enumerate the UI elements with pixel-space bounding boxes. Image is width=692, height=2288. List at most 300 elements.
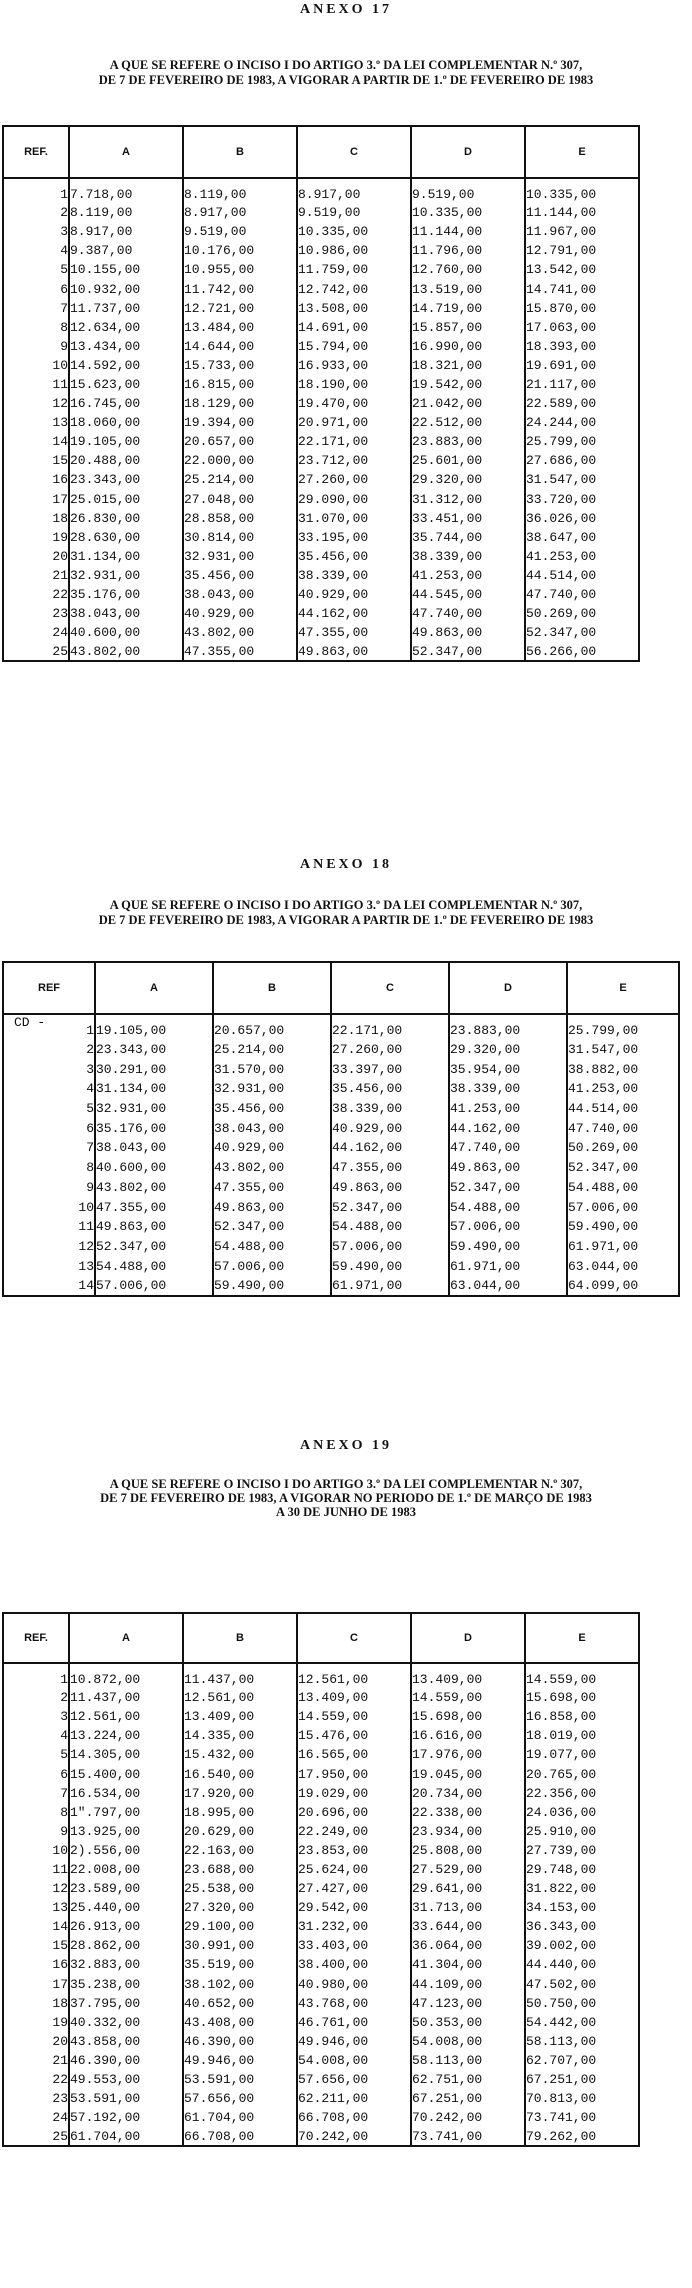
table-row [3, 490, 639, 509]
value-cell: 16.540,00 [183, 1764, 297, 1783]
value-cell: 15.733,00 [183, 356, 297, 375]
table-row [3, 178, 639, 203]
value-cell: 30.291,00 [95, 1059, 213, 1079]
value-cell: 40.929,00 [183, 604, 297, 623]
ref-number: 16 [52, 1957, 68, 1973]
ref-cell [3, 1237, 95, 1257]
value-cell: 12.561,00 [297, 1663, 411, 1688]
table-row [3, 2127, 639, 2146]
value-cell: 54.488,00 [213, 1237, 331, 1257]
ref-cell [3, 1955, 69, 1974]
value-cell: 23.853,00 [297, 1841, 411, 1860]
value-cell: 29.320,00 [449, 1040, 567, 1060]
value-cell: 40.929,00 [297, 585, 411, 604]
ref-number: 10 [78, 1199, 94, 1215]
value-cell: 31.547,00 [567, 1040, 679, 1060]
table-row [3, 222, 639, 241]
table-row [3, 623, 639, 642]
value-cell: 39.002,00 [525, 1936, 639, 1955]
value-cell: 12.721,00 [183, 299, 297, 318]
column-header: D [449, 962, 567, 1014]
value-cell: 27.260,00 [297, 470, 411, 489]
value-cell: 22.008,00 [69, 1860, 183, 1879]
value-cell: 61.971,00 [567, 1237, 679, 1257]
value-cell: 27.529,00 [411, 1860, 525, 1879]
ref-cell [3, 1079, 95, 1099]
value-cell: 21.042,00 [411, 394, 525, 413]
ref-cell [3, 1745, 69, 1764]
value-cell: 10.335,00 [411, 203, 525, 222]
value-cell: 44.514,00 [567, 1099, 679, 1119]
value-cell: 18.060,00 [69, 413, 183, 432]
value-cell: 59.490,00 [331, 1256, 449, 1276]
value-cell: 40.600,00 [69, 623, 183, 642]
ref-cell [3, 1975, 69, 1994]
value-cell: 46.390,00 [69, 2051, 183, 2070]
value-cell: 22.171,00 [331, 1014, 449, 1040]
value-cell: 35.238,00 [69, 1975, 183, 1994]
anexo-19-subtitle-line1: A QUE SE REFERE O INCISO I DO ARTIGO 3.º DA LEI COMPLEMENTAR N.º 307, [109, 1477, 583, 1491]
value-cell: 54.488,00 [449, 1197, 567, 1217]
value-cell: 9.519,00 [297, 203, 411, 222]
ref-number: 3 [60, 224, 68, 240]
value-cell: 29.641,00 [411, 1879, 525, 1898]
ref-number: 12 [52, 1881, 68, 1897]
column-header: C [331, 962, 449, 1014]
ref-number: 8 [60, 1804, 68, 1820]
ref-number: 9 [60, 338, 68, 354]
table-row [3, 1936, 639, 1955]
value-cell: 8.119,00 [69, 203, 183, 222]
value-cell: 31.822,00 [525, 1879, 639, 1898]
value-cell: 59.490,00 [567, 1217, 679, 1237]
value-cell: 27.427,00 [297, 1879, 411, 1898]
value-cell: 47.740,00 [567, 1118, 679, 1138]
value-cell: 7.718,00 [69, 178, 183, 203]
ref-number: 3 [60, 1709, 68, 1725]
value-cell: 31.134,00 [69, 547, 183, 566]
value-cell: 21.117,00 [525, 375, 639, 394]
value-cell: 32.931,00 [95, 1099, 213, 1119]
table-row [3, 1256, 679, 1276]
ref-cell [3, 279, 69, 298]
ref-number: 17 [52, 491, 68, 507]
value-cell: 22.249,00 [297, 1822, 411, 1841]
table-row [3, 1726, 639, 1745]
anexo-18-subtitle-line2: DE 7 DE FEVEREIRO DE 1983, A VIGORAR A PARTIR DE 1.º DE FEVEREIRO DE 1983 [98, 913, 594, 927]
table-row [3, 1059, 679, 1079]
value-cell: 56.266,00 [525, 642, 639, 661]
ref-number: 7 [86, 1140, 94, 1156]
value-cell: 35.456,00 [331, 1079, 449, 1099]
value-cell: 70.813,00 [525, 2089, 639, 2108]
value-cell: 31.232,00 [297, 1917, 411, 1936]
anexo-18-title: ANEXO 18 [299, 857, 393, 872]
ref-number: 22 [52, 587, 68, 603]
value-cell: 11.144,00 [525, 203, 639, 222]
value-cell: 34.153,00 [525, 1898, 639, 1917]
ref-number: 2 [60, 1690, 68, 1706]
ref-cell [3, 1994, 69, 2013]
value-cell: 47.355,00 [331, 1158, 449, 1178]
value-cell: 10.932,00 [69, 279, 183, 298]
value-cell: 73.741,00 [411, 2127, 525, 2146]
ref-number: 14 [52, 1919, 68, 1935]
value-cell: 8.917,00 [183, 203, 297, 222]
value-cell: 35.456,00 [183, 566, 297, 585]
value-cell: 15.698,00 [411, 1707, 525, 1726]
value-cell: 15.870,00 [525, 299, 639, 318]
value-cell: 10.872,00 [69, 1663, 183, 1688]
ref-number: 24 [52, 2110, 68, 2126]
column-header: C [297, 1613, 411, 1663]
value-cell: 36.064,00 [411, 1936, 525, 1955]
ref-cell [3, 547, 69, 566]
value-cell: 38.882,00 [567, 1059, 679, 1079]
anexo-18-table [2, 961, 680, 1297]
ref-number: 8 [60, 319, 68, 335]
ref-number: 2 [86, 1042, 94, 1058]
ref-cell [3, 470, 69, 489]
value-cell: 14.644,00 [183, 337, 297, 356]
value-cell: 70.242,00 [297, 2127, 411, 2146]
table-row [3, 642, 639, 661]
value-cell: 23.688,00 [183, 1860, 297, 1879]
value-cell: 53.591,00 [69, 2089, 183, 2108]
value-cell: 50.269,00 [567, 1138, 679, 1158]
ref-cell [3, 356, 69, 375]
column-header: A [95, 962, 213, 1014]
value-cell: 25.624,00 [297, 1860, 411, 1879]
value-cell: 11.437,00 [183, 1663, 297, 1688]
value-cell: 47.355,00 [213, 1178, 331, 1198]
value-cell: 33.644,00 [411, 1917, 525, 1936]
value-cell: 23.343,00 [95, 1040, 213, 1060]
value-cell: 13.484,00 [183, 318, 297, 337]
value-cell: 40.600,00 [95, 1158, 213, 1178]
ref-cell [3, 299, 69, 318]
ref-number: 14 [78, 1277, 94, 1293]
value-cell: 44.545,00 [411, 585, 525, 604]
value-cell: 22.512,00 [411, 413, 525, 432]
value-cell: 29.090,00 [297, 490, 411, 509]
value-cell: 61.704,00 [183, 2108, 297, 2127]
column-header: E [525, 1613, 639, 1663]
value-cell: 54.488,00 [95, 1256, 213, 1276]
value-cell: 40.652,00 [183, 1994, 297, 2013]
table-row [3, 1217, 679, 1237]
ref-cell [3, 1898, 69, 1917]
ref-cell [3, 1860, 69, 1879]
table-row [3, 1841, 639, 1860]
value-cell: 73.741,00 [525, 2108, 639, 2127]
value-cell: 13.409,00 [411, 1663, 525, 1688]
column-header: A [69, 126, 183, 178]
anexo-17-title: ANEXO 17 [299, 2, 393, 17]
ref-cell [3, 604, 69, 623]
value-cell: 49.946,00 [183, 2051, 297, 2070]
ref-cell [3, 413, 69, 432]
value-cell: 38.400,00 [297, 1955, 411, 1974]
value-cell: 47.740,00 [525, 585, 639, 604]
ref-number: 1 [60, 1671, 68, 1687]
ref-number: 3 [86, 1061, 94, 1077]
value-cell: 22.338,00 [411, 1803, 525, 1822]
ref-number: 1 [86, 1022, 94, 1038]
table-row [3, 1784, 639, 1803]
value-cell: 67.251,00 [411, 2089, 525, 2108]
value-cell: 13.925,00 [69, 1822, 183, 1841]
ref-number: 7 [60, 300, 68, 316]
table-header-row [3, 962, 679, 1014]
table-header-row [3, 126, 639, 178]
table-row [3, 566, 639, 585]
value-cell: 15.476,00 [297, 1726, 411, 1745]
value-cell: 64.099,00 [567, 1276, 679, 1296]
value-cell: 15.432,00 [183, 1745, 297, 1764]
ref-cell [3, 260, 69, 279]
value-cell: 47.355,00 [95, 1197, 213, 1217]
ref-cell [3, 1822, 69, 1841]
table-row [3, 1079, 679, 1099]
ref-number: 25 [52, 643, 68, 659]
value-cell: 15.794,00 [297, 337, 411, 356]
anexo-17-subtitle-line2: DE 7 DE FEVEREIRO DE 1983, A VIGORAR A PARTIR DE 1.º DE FEVEREIRO DE 1983 [98, 73, 594, 87]
table-row [3, 394, 639, 413]
value-cell: 40.980,00 [297, 1975, 411, 1994]
value-cell: 19.105,00 [69, 432, 183, 451]
value-cell: 14.741,00 [525, 279, 639, 298]
value-cell: 31.547,00 [525, 470, 639, 489]
value-cell: 52.347,00 [525, 623, 639, 642]
value-cell: 25.214,00 [183, 470, 297, 489]
value-cell: 58.113,00 [411, 2051, 525, 2070]
value-cell: 35.744,00 [411, 528, 525, 547]
column-header: B [183, 1613, 297, 1663]
value-cell: 27.260,00 [331, 1040, 449, 1060]
value-cell: 11.437,00 [69, 1688, 183, 1707]
value-cell: 17.950,00 [297, 1764, 411, 1783]
ref-cell [3, 203, 69, 222]
ref-number: 23 [52, 2091, 68, 2107]
value-cell: 41.253,00 [411, 566, 525, 585]
ref-number: 8 [86, 1160, 94, 1176]
anexo-19-subtitle-line2: DE 7 DE FEVEREIRO DE 1983, A VIGORAR NO PERIODO DE 1.º DE MARÇO DE 1983 [100, 1491, 592, 1505]
ref-cell [3, 1178, 95, 1198]
value-cell: 11.759,00 [297, 260, 411, 279]
ref-number: 17 [52, 1976, 68, 1992]
value-cell: 50.353,00 [411, 2013, 525, 2032]
value-cell: 62.751,00 [411, 2070, 525, 2089]
value-cell: 25.799,00 [525, 432, 639, 451]
value-cell: 57.006,00 [213, 1256, 331, 1276]
value-cell: 23.883,00 [449, 1014, 567, 1040]
value-cell: 11.737,00 [69, 299, 183, 318]
value-cell: 28.862,00 [69, 1936, 183, 1955]
ref-cell [3, 1663, 69, 1688]
ref-number: 19 [52, 2014, 68, 2030]
value-cell: 38.647,00 [525, 528, 639, 547]
table-row [3, 451, 639, 470]
ref-cell [3, 1917, 69, 1936]
value-cell: 47.740,00 [411, 604, 525, 623]
table-header-row [3, 1613, 639, 1663]
value-cell: 27.686,00 [525, 451, 639, 470]
table-row [3, 1879, 639, 1898]
table-row [3, 1803, 639, 1822]
value-cell: 40.929,00 [331, 1118, 449, 1138]
ref-number: 5 [86, 1101, 94, 1117]
value-cell: 61.971,00 [449, 1256, 567, 1276]
value-cell: 52.347,00 [567, 1158, 679, 1178]
value-cell: 10.155,00 [69, 260, 183, 279]
value-cell: 9.519,00 [411, 178, 525, 203]
value-cell: 50.750,00 [525, 1994, 639, 2013]
ref-number: 25 [52, 2128, 68, 2144]
value-cell: 38.339,00 [411, 547, 525, 566]
table-row [3, 1178, 679, 1198]
value-cell: 17.976,00 [411, 1745, 525, 1764]
table-row [3, 2070, 639, 2089]
value-cell: 24.036,00 [525, 1803, 639, 1822]
value-cell: 31.570,00 [213, 1059, 331, 1079]
value-cell: 13.224,00 [69, 1726, 183, 1745]
ref-number: 19 [52, 529, 68, 545]
ref-number: 6 [60, 281, 68, 297]
value-cell: 79.262,00 [525, 2127, 639, 2146]
ref-number: 11 [52, 376, 68, 392]
value-cell: 44.440,00 [525, 1955, 639, 1974]
value-cell: 40.332,00 [69, 2013, 183, 2032]
value-cell: 8.917,00 [297, 178, 411, 203]
value-cell: 11.796,00 [411, 241, 525, 260]
value-cell: 57.006,00 [331, 1237, 449, 1257]
value-cell: 15.400,00 [69, 1764, 183, 1783]
value-cell: 18.321,00 [411, 356, 525, 375]
ref-cell [3, 394, 69, 413]
ref-number: 14 [52, 434, 68, 450]
value-cell: 22.171,00 [297, 432, 411, 451]
value-cell: 28.858,00 [183, 509, 297, 528]
column-header: E [567, 962, 679, 1014]
value-cell: 66.708,00 [297, 2108, 411, 2127]
column-header: C [297, 126, 411, 178]
value-cell: 46.761,00 [297, 2013, 411, 2032]
ref-cell [3, 1879, 69, 1898]
value-cell: 16.616,00 [411, 1726, 525, 1745]
ref-cell [3, 1040, 95, 1060]
table-row [3, 1917, 639, 1936]
ref-cell [3, 1099, 95, 1119]
value-cell: 49.863,00 [213, 1197, 331, 1217]
value-cell: 63.044,00 [449, 1276, 567, 1296]
value-cell: 8.119,00 [183, 178, 297, 203]
column-header: D [411, 1613, 525, 1663]
value-cell: 29.748,00 [525, 1860, 639, 1879]
value-cell: 31.134,00 [95, 1079, 213, 1099]
value-cell: 37.795,00 [69, 1994, 183, 2013]
value-cell: 11.144,00 [411, 222, 525, 241]
ref-cell [3, 1059, 95, 1079]
value-cell: 31.713,00 [411, 1898, 525, 1917]
value-cell: 23.934,00 [411, 1822, 525, 1841]
value-cell: 47.740,00 [449, 1138, 567, 1158]
anexo-19-table [2, 1612, 640, 2147]
ref-number: 11 [52, 1861, 68, 1877]
value-cell: 18.190,00 [297, 375, 411, 394]
ref-cell [3, 1784, 69, 1803]
value-cell: 38.043,00 [183, 585, 297, 604]
anexo-17-table [2, 125, 640, 662]
ref-cell [3, 566, 69, 585]
value-cell: 49.863,00 [297, 642, 411, 661]
value-cell: 28.630,00 [69, 528, 183, 547]
value-cell: 49.863,00 [331, 1178, 449, 1198]
value-cell: 27.739,00 [525, 1841, 639, 1860]
anexo-17-subtitle-line1: A QUE SE REFERE O INCISO I DO ARTIGO 3.º DA LEI COMPLEMENTAR N.º 307, [109, 58, 583, 72]
value-cell: 23.712,00 [297, 451, 411, 470]
table-row [3, 203, 639, 222]
anexo-19-title: ANEXO 19 [299, 1438, 393, 1453]
value-cell: 43.858,00 [69, 2032, 183, 2051]
value-cell: 32.883,00 [69, 1955, 183, 1974]
ref-number: 9 [60, 1823, 68, 1839]
ref-column-header: REF. [3, 126, 69, 178]
value-cell: 38.339,00 [331, 1099, 449, 1119]
value-cell: 27.048,00 [183, 490, 297, 509]
value-cell: 13.519,00 [411, 279, 525, 298]
value-cell: 41.253,00 [525, 547, 639, 566]
value-cell: 57.006,00 [95, 1276, 213, 1296]
value-cell: 35.954,00 [449, 1059, 567, 1079]
value-cell: 13.542,00 [525, 260, 639, 279]
ref-cell [3, 1936, 69, 1955]
ref-number: 20 [52, 2033, 68, 2049]
value-cell: 52.347,00 [331, 1197, 449, 1217]
value-cell: 10.335,00 [297, 222, 411, 241]
value-cell: 11.967,00 [525, 222, 639, 241]
ref-number: 15 [52, 1938, 68, 1954]
table-row [3, 2032, 639, 2051]
value-cell: 19.045,00 [411, 1764, 525, 1783]
value-cell: 17.920,00 [183, 1784, 297, 1803]
value-cell: 52.347,00 [449, 1178, 567, 1198]
table-row [3, 432, 639, 451]
value-cell: 33.195,00 [297, 528, 411, 547]
value-cell: 36.343,00 [525, 1917, 639, 1936]
value-cell: 18.995,00 [183, 1803, 297, 1822]
ref-cell [3, 2013, 69, 2032]
ref-cell [3, 2108, 69, 2127]
value-cell: 14.719,00 [411, 299, 525, 318]
table-row [3, 299, 639, 318]
value-cell: 43.408,00 [183, 2013, 297, 2032]
ref-cell [3, 2127, 69, 2146]
value-cell: 61.971,00 [331, 1276, 449, 1296]
value-cell: 41.253,00 [567, 1079, 679, 1099]
value-cell: 16.534,00 [69, 1784, 183, 1803]
value-cell: 35.176,00 [95, 1118, 213, 1138]
value-cell: 20.696,00 [297, 1803, 411, 1822]
ref-number: 6 [86, 1120, 94, 1136]
ref-number: 6 [60, 1766, 68, 1782]
ref-cell [3, 337, 69, 356]
ref-cell [3, 1014, 95, 1040]
value-cell: 20.657,00 [183, 432, 297, 451]
value-cell: 44.162,00 [297, 604, 411, 623]
value-cell: 22.589,00 [525, 394, 639, 413]
ref-number: 10 [52, 1842, 68, 1858]
